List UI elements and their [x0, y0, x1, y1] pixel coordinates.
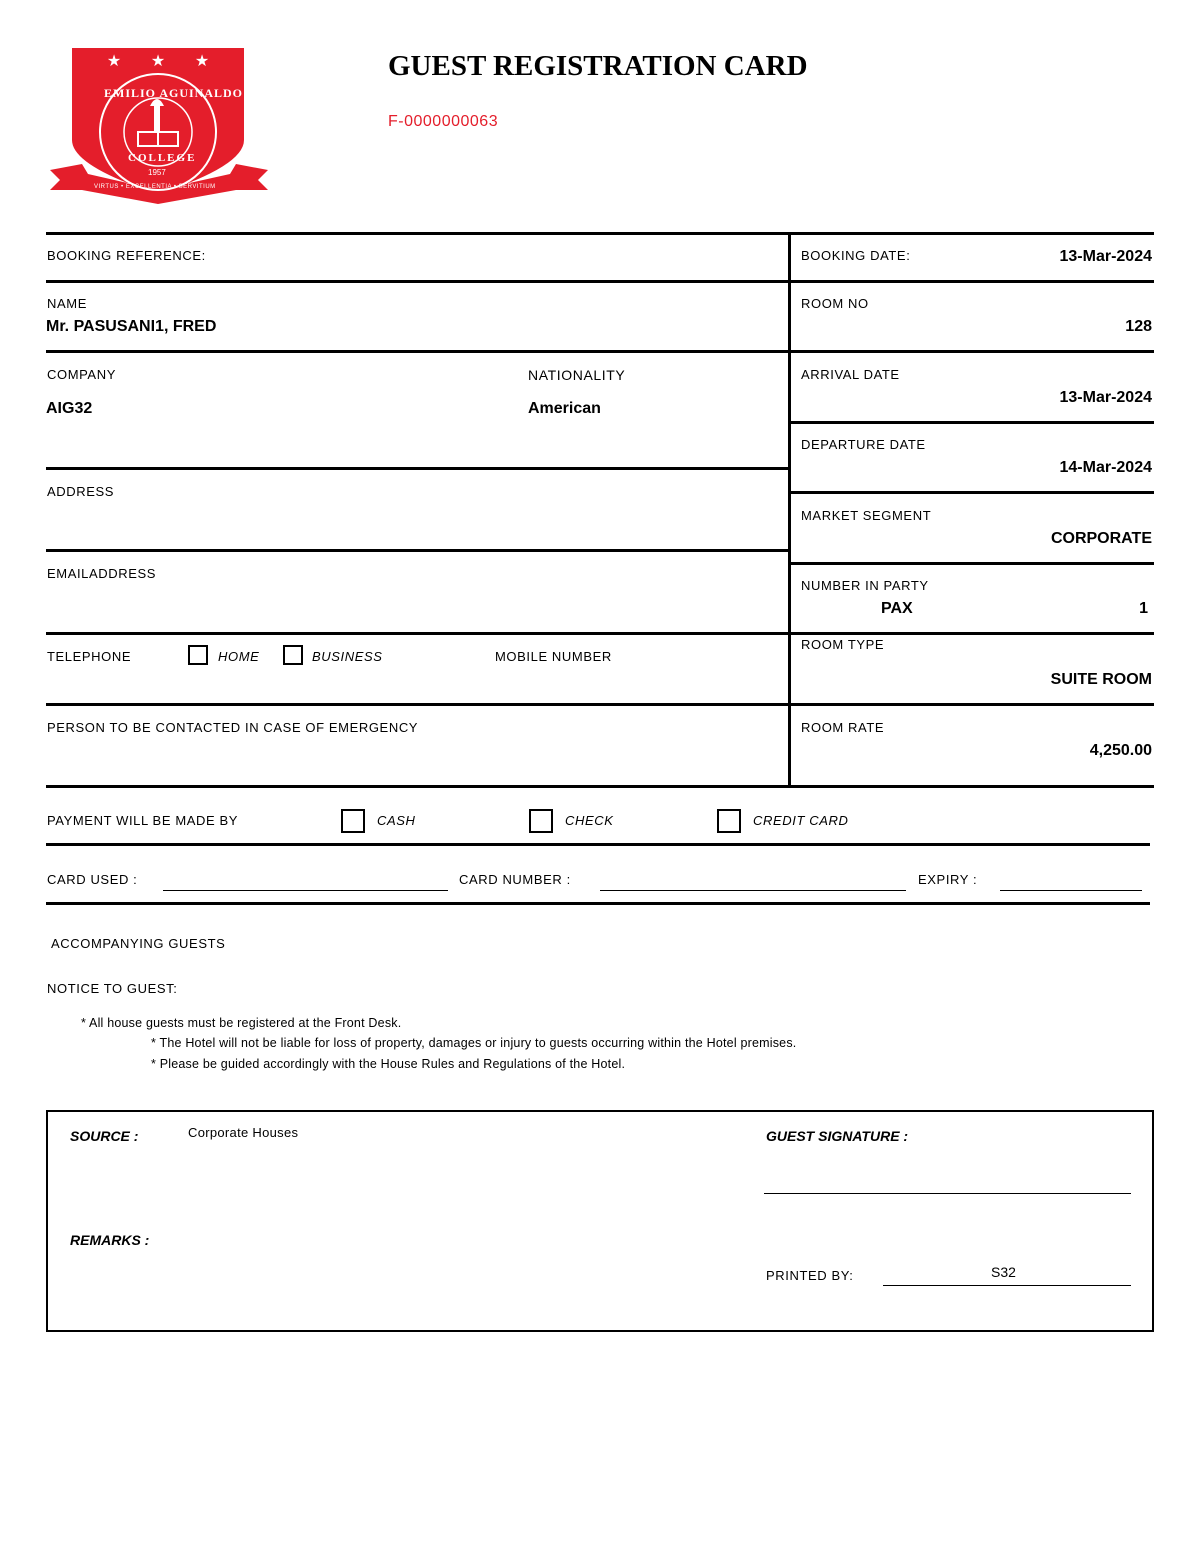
logo-text-bottom: COLLEGE	[128, 152, 197, 164]
page-title: GUEST REGISTRATION CARD	[388, 50, 808, 82]
guest-signature-line[interactable]	[764, 1193, 1131, 1194]
printed-by-line[interactable]	[883, 1285, 1131, 1286]
notice-label: NOTICE TO GUEST:	[47, 981, 178, 996]
room-rate-label: ROOM RATE	[801, 720, 885, 735]
printed-by-label: PRINTED BY:	[766, 1268, 854, 1283]
departure-date-label: DEPARTURE DATE	[801, 437, 926, 452]
logo-ribbon-text: VIRTUS • EXCELLENTIA • SERVITIUM	[94, 184, 216, 190]
form-number: F-0000000063	[388, 113, 499, 130]
notice-line-1: * All house guests must be registered at the Front Desk.	[81, 1016, 402, 1030]
emergency-contact-label: PERSON TO BE CONTACTED IN CASE OF EMERGENCY	[47, 720, 419, 735]
card-number-label: CARD NUMBER :	[459, 872, 571, 887]
credit-card-checkbox[interactable]	[717, 809, 741, 833]
remarks-label: REMARKS :	[70, 1232, 150, 1248]
footer-box	[46, 1110, 1154, 1332]
printed-by-value: S32	[991, 1264, 1016, 1280]
name-value: Mr. PASUSANI1, FRED	[46, 318, 217, 335]
card-used-line[interactable]	[163, 890, 448, 891]
email-label: EMAILADDRESS	[47, 566, 157, 581]
arrival-date-label: ARRIVAL DATE	[801, 367, 900, 382]
business-checkbox[interactable]	[283, 645, 303, 665]
room-type-label: ROOM TYPE	[801, 637, 885, 652]
company-value: AIG32	[46, 400, 93, 417]
departure-date-value: 14-Mar-2024	[1059, 459, 1152, 476]
nationality-label: NATIONALITY	[528, 367, 626, 383]
card-used-label: CARD USED :	[47, 872, 138, 887]
room-rate-value: 4,250.00	[1089, 742, 1152, 759]
guest-signature-label: GUEST SIGNATURE :	[766, 1128, 909, 1144]
cash-label: CASH	[377, 813, 416, 828]
pax-value: 1	[1139, 600, 1148, 617]
market-segment-label: MARKET SEGMENT	[801, 508, 932, 523]
svg-text:★: ★	[194, 53, 210, 70]
card-number-line[interactable]	[600, 890, 906, 891]
accompanying-guests-label: ACCOMPANYING GUESTS	[51, 936, 226, 951]
payment-label: PAYMENT WILL BE MADE BY	[47, 813, 239, 828]
college-logo	[46, 44, 272, 206]
booking-reference-label: BOOKING REFERENCE:	[47, 248, 206, 263]
market-segment-value: CORPORATE	[1050, 530, 1152, 547]
logo-text-top: EMILIO AGUINALDO	[104, 86, 244, 100]
booking-date-value: 13-Mar-2024	[1059, 248, 1152, 265]
number-in-party-label: NUMBER IN PARTY	[801, 578, 929, 593]
name-label: NAME	[47, 296, 87, 311]
telephone-label: TELEPHONE	[47, 649, 132, 664]
room-no-label: ROOM NO	[801, 296, 869, 311]
cash-checkbox[interactable]	[341, 809, 365, 833]
nationality-value: American	[528, 400, 601, 417]
room-no-value: 128	[1125, 318, 1152, 335]
pax-label: PAX	[881, 600, 913, 617]
logo-year: 1957	[148, 168, 166, 177]
source-label: SOURCE :	[70, 1128, 139, 1144]
company-label: COMPANY	[47, 367, 116, 382]
home-label: HOME	[218, 649, 260, 664]
source-value: Corporate Houses	[188, 1125, 299, 1140]
check-label: CHECK	[565, 813, 614, 828]
mobile-number-label: MOBILE NUMBER	[495, 649, 612, 664]
expiry-label: EXPIRY :	[918, 872, 978, 887]
room-type-value: SUITE ROOM	[1050, 671, 1152, 688]
svg-text:★: ★	[150, 53, 166, 70]
arrival-date-value: 13-Mar-2024	[1059, 389, 1152, 406]
notice-line-3: * Please be guided accordingly with the House Rules and Regulations of the Hotel.	[151, 1057, 626, 1071]
expiry-line[interactable]	[1000, 890, 1142, 891]
notice-line-2: * The Hotel will not be liable for loss of property, damages or injury to guests occurring within the Hotel premises.	[151, 1036, 797, 1050]
check-checkbox[interactable]	[529, 809, 553, 833]
booking-date-label: BOOKING DATE:	[801, 248, 911, 263]
svg-text:★: ★	[106, 53, 122, 70]
address-label: ADDRESS	[47, 484, 115, 499]
home-checkbox[interactable]	[188, 645, 208, 665]
business-label: BUSINESS	[312, 649, 383, 664]
credit-card-label: CREDIT CARD	[753, 813, 849, 828]
